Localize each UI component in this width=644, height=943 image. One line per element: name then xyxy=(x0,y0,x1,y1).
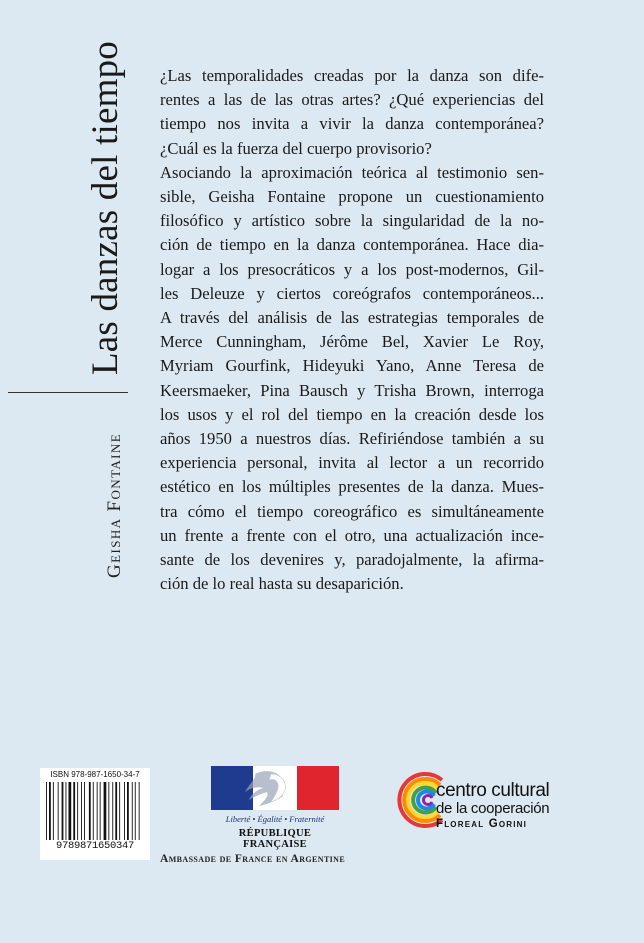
barcode-bar xyxy=(100,782,101,840)
barcode-bar xyxy=(89,782,91,840)
blurb-line: sible, Geisha Fontaine propone un cuestionamiento xyxy=(160,187,544,207)
blurb-line: tra cómo el tiempo coreográfico es simultáneamente xyxy=(160,501,544,521)
barcode-bar xyxy=(108,782,109,840)
divider-rule xyxy=(8,392,128,393)
barcode-bar xyxy=(66,782,67,840)
blurb-line: tiempo nos invita a vivir la danza contemporánea? xyxy=(160,114,544,134)
barcode-bar xyxy=(97,782,98,840)
republique-motto: Liberté • Égalité • Fraternité xyxy=(225,814,325,824)
barcode-number: 9789871650347 xyxy=(55,840,134,852)
blurb-line: Keersmaeker, Pina Bausch y Trisha Brown, interroga xyxy=(160,380,544,400)
barcode-bar xyxy=(84,782,85,840)
ccc-line-3: Floreal Gorini xyxy=(436,818,528,830)
barcode-bar xyxy=(124,782,125,840)
blurb-line: ción de lo real hasta su desaparición. xyxy=(160,574,404,594)
barcode-bar xyxy=(81,782,82,840)
barcode-bar xyxy=(58,782,59,840)
blurb-line: años 1950 a nuestros días. Refiriéndose también a su xyxy=(160,429,544,449)
blurb-line: ¿Cuál es la fuerza del cuerpo provisorio? xyxy=(160,138,432,158)
blurb-line: A través del análisis de las estrategias temporales de xyxy=(160,308,544,328)
blurb-line: ción de tiempo en la danza contemporánea. Hace dia- xyxy=(160,235,544,255)
embassy-label: Ambassade de France en Argentine xyxy=(160,853,346,865)
blurb-line: logar a los presocráticos y a los post-modernos, Gil- xyxy=(160,259,544,279)
blurb-line: experiencia personal, invita al lector a un recorrido xyxy=(160,453,544,473)
barcode-bars xyxy=(46,782,144,840)
marianne-flag-icon xyxy=(211,766,339,810)
barcode-bar xyxy=(93,782,94,840)
barcode-bar xyxy=(127,782,129,840)
isbn-label: ISBN 978-987-1650-34-7 xyxy=(50,770,140,779)
barcode-bar xyxy=(132,782,133,840)
blurb-line: un frente a frente con el otro, una actualización ince- xyxy=(160,525,544,545)
barcode-bar xyxy=(62,782,64,840)
barcode-bar xyxy=(73,782,75,840)
book-title: Las danzas del tiempo xyxy=(85,40,126,375)
barcode-bar xyxy=(119,782,120,840)
blurb-line: Asociando la aproximación teórica al testimonio sen- xyxy=(160,162,544,182)
barcode-bar xyxy=(115,782,117,840)
barcode-bar xyxy=(135,782,136,840)
blurb-line: filosófico y artístico sobre la singularidad de la no- xyxy=(160,211,544,231)
blurb-line: Merce Cunningham, Jérôme Bel, Xavier Le Roy, xyxy=(160,332,544,352)
blurb-line: rentes a las de las otras artes? ¿Qué experiencias del xyxy=(160,90,544,110)
republique-francaise-logo xyxy=(208,766,342,850)
blurb-line: Myriam Gourfink, Hideyuki Yano, Anne Teresa de xyxy=(160,356,544,376)
barcode-bar xyxy=(104,782,107,840)
blurb-line: ¿Las temporalidades creadas por la danza son dife- xyxy=(160,66,544,85)
blurb-line: les Deleuze y ciertos coreógrafos contemporáneos... xyxy=(160,283,544,303)
isbn-barcode xyxy=(40,768,150,860)
barcode-bar xyxy=(46,782,47,840)
ccc-logo-text xyxy=(436,782,626,831)
blurb-line: estético en los múltiples presentes de la danza. Mues- xyxy=(160,477,544,497)
barcode-bar xyxy=(112,782,113,840)
barcode-bar xyxy=(139,782,140,840)
barcode-bar xyxy=(69,782,72,840)
author-name: Geisha Fontaine xyxy=(104,432,125,578)
barcode-bar xyxy=(77,782,78,840)
republique-name: RÉPUBLIQUE FRANÇAISE xyxy=(238,828,312,850)
back-cover-blurb xyxy=(160,64,544,596)
ccc-line-1: centro cultural xyxy=(436,780,550,801)
blurb-line: sante de los devenires y, paradojalmente, la afirma- xyxy=(160,550,544,570)
barcode-bar xyxy=(49,782,51,840)
barcode-bar xyxy=(53,782,54,840)
blurb-line: los usos y el rol del tiempo en la creación desde los xyxy=(160,404,544,424)
ccc-line-2: de la cooperación xyxy=(436,800,550,817)
